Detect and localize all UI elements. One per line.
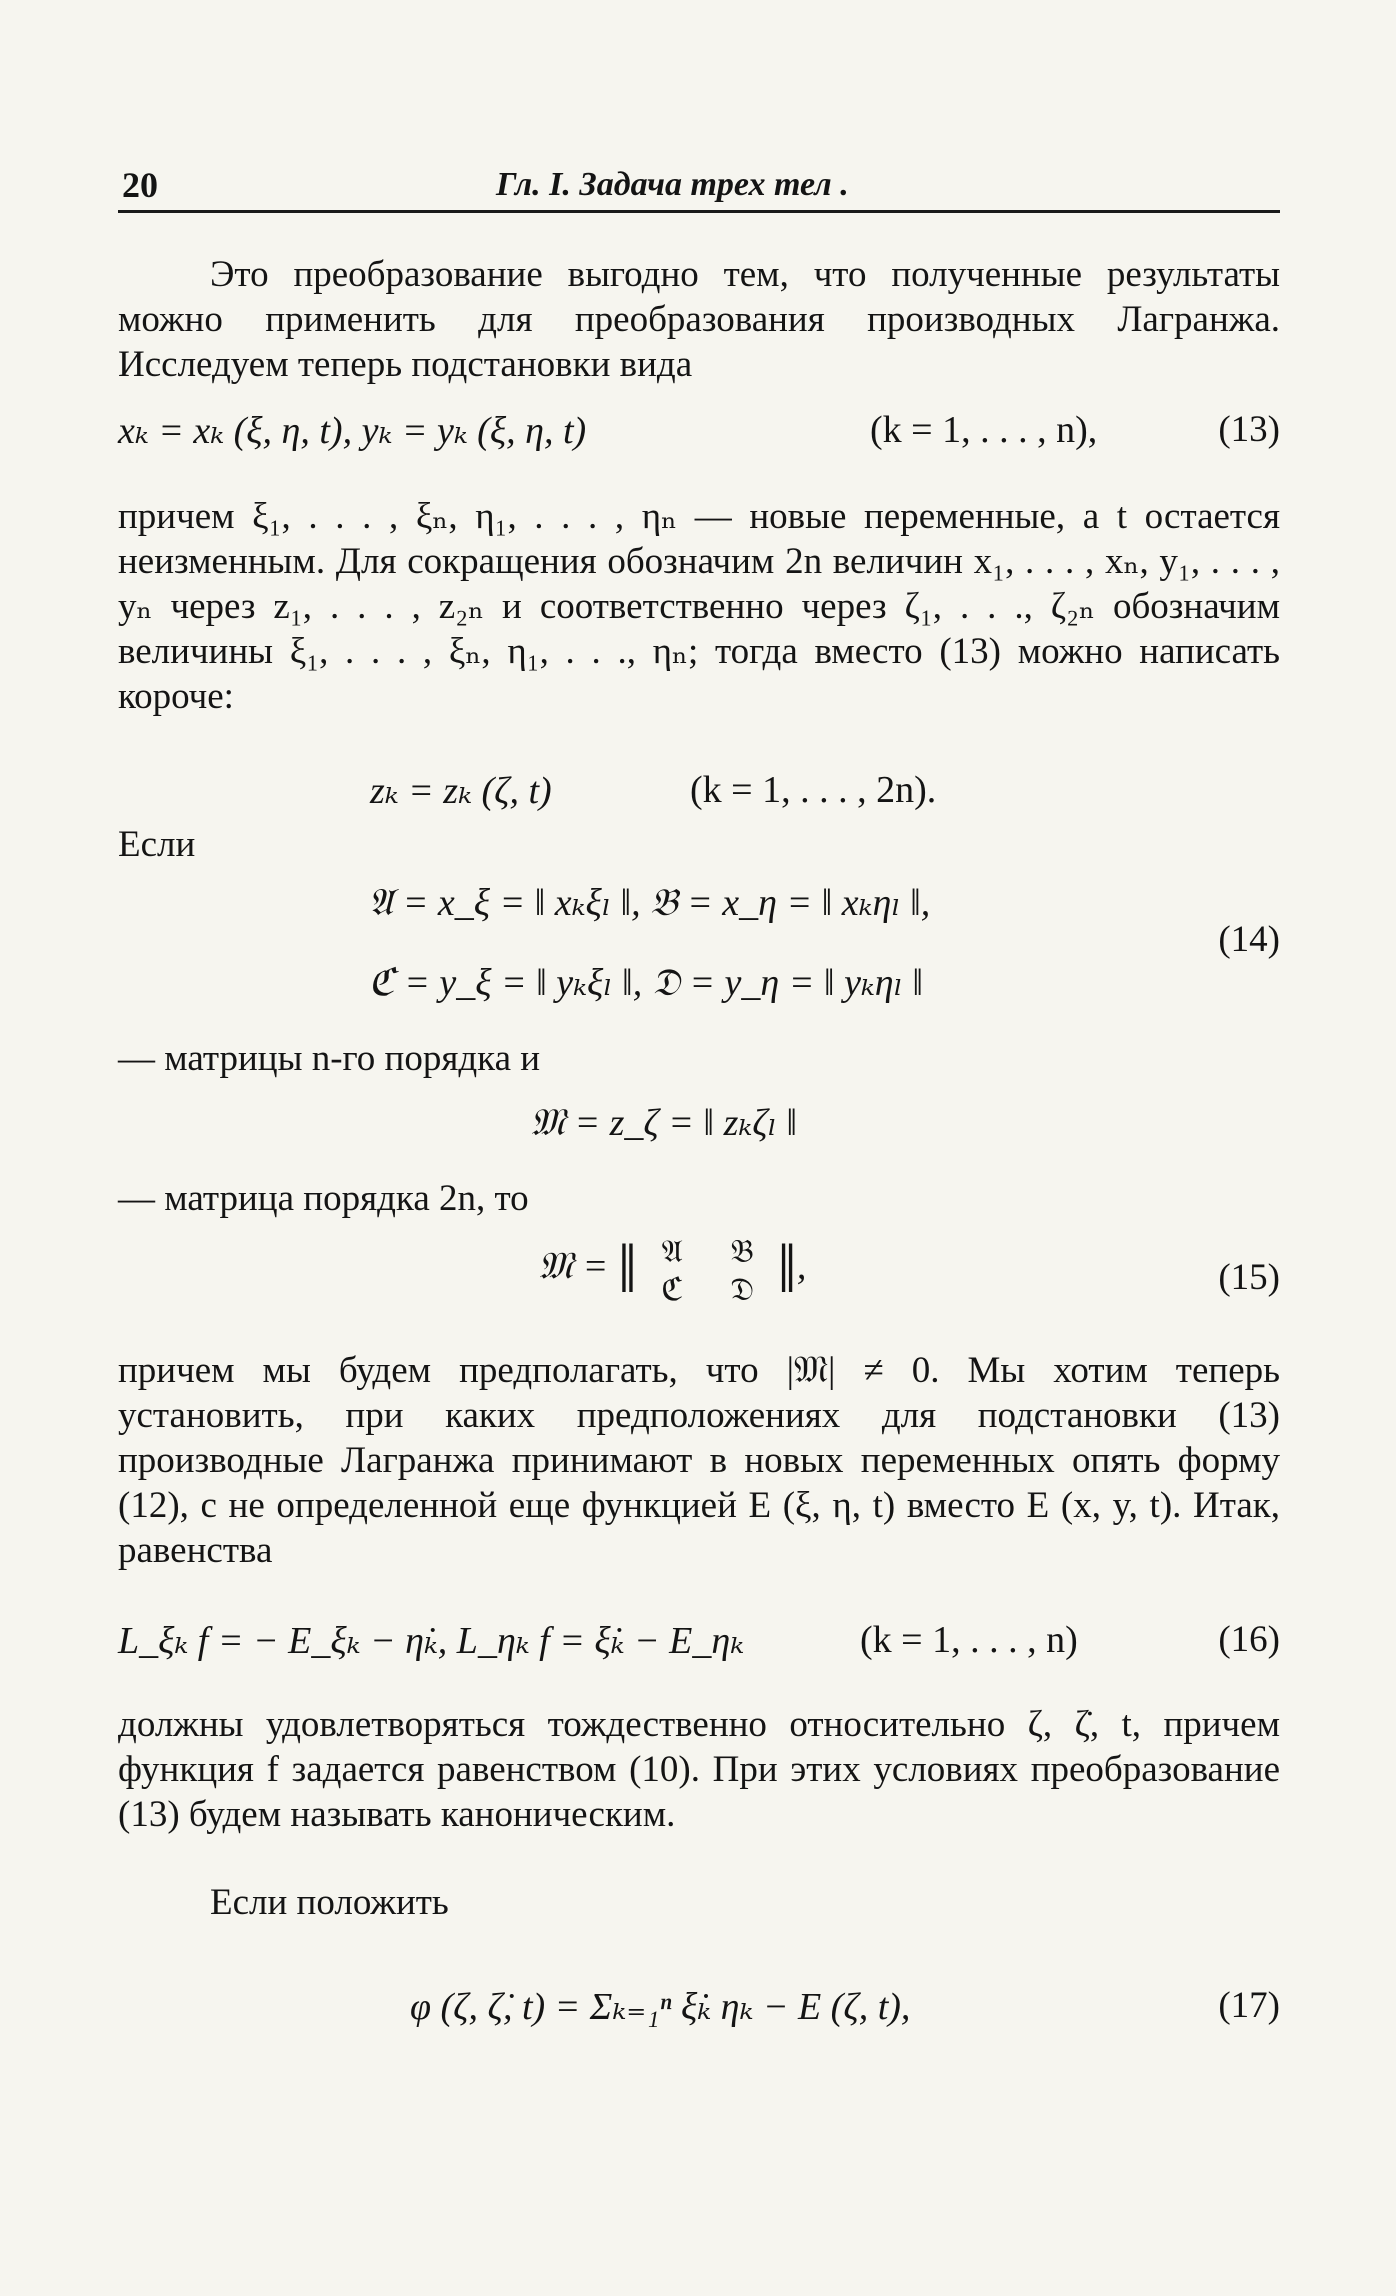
equation-13-number: (13) <box>1218 409 1280 450</box>
equation-17: φ (ζ, ζ̇, t) = Σₖ₌₁ⁿ ξ̇ₖ ηₖ − E (ζ, t), <box>410 1986 911 2028</box>
equation-14-number: (14) <box>1218 919 1280 960</box>
equation-17-number: (17) <box>1218 1985 1280 2026</box>
equation-15: 𝔐 = ‖ 𝔄 𝔅 ℭ 𝔇 ‖, <box>538 1231 807 1308</box>
matrix-cell-C: ℭ <box>661 1271 684 1307</box>
running-title: Гл. I. Задача трех тел . <box>496 166 849 203</box>
matrix-left-bars: ‖ <box>617 1231 638 1308</box>
equation-16: L_ξₖ f = − E_ξₖ − η̇ₖ, L_ηₖ f = ξ̇ₖ − E_ηₖ <box>118 1620 745 1662</box>
equation-16-range: (k = 1, . . . , n) <box>860 1619 1078 1661</box>
equation-14-line-2: ℭ = y_ξ = ‖ yₖξₗ ‖, 𝔇 = y_η = ‖ yₖηₗ ‖ <box>368 962 924 1004</box>
paragraph-8: Если положить <box>210 1882 449 1923</box>
page-number: 20 <box>122 165 158 205</box>
matrix-cell-A: 𝔄 <box>661 1233 683 1269</box>
paragraph-1: Это преобразование выгодно тем, что полученные результаты можно применить для преобразования производных Лагранжа. Исследуем теперь подстановки вида <box>118 254 1280 385</box>
block-matrix <box>637 1232 777 1308</box>
matrix-cell-D: 𝔇 <box>730 1271 755 1307</box>
equation-15-lhs: 𝔐 = <box>538 1245 609 1288</box>
equation-z-range: (k = 1, . . . , 2n). <box>690 769 937 811</box>
paragraph-5: — матрица порядка 2n, то <box>118 1178 529 1219</box>
paragraph-6: причем мы будем предполагать, что |𝔐| ≠ 0. Мы хотим теперь установить, при каких предположениях для подстановки (13) производные Лагранжа принимают в новых переменных опять форму (12), с не определенной еще функцией E (ξ, η, t) вместо E (x, y, t). Итак, равенства <box>118 1350 1280 1571</box>
equation-15-number: (15) <box>1218 1257 1280 1298</box>
paragraph-3: Если <box>118 824 196 865</box>
equation-13: xₖ = xₖ (ξ, η, t), yₖ = yₖ (ξ, η, t) <box>118 410 587 452</box>
paragraph-2: причем ξ₁, . . . , ξₙ, η₁, . . . , ηₙ — новые переменные, а t остается неизменным. Для сокращения обозначим 2n величин x₁, . . . , xₙ, y₁, . . . , yₙ через z₁, . . . , z₂ₙ и соответственно через ζ₁, . . ., ζ₂ₙ обозначим величины ξ₁, . . . , ξₙ, η₁, . . ., ηₙ; тогда вместо (13) можно написать короче: <box>118 496 1280 717</box>
matrix-right-bars: ‖ <box>777 1231 797 1308</box>
paragraph-7: должны удовлетворяться тождественно относительно ζ, ζ̇, t, причем функция f задается равенством (10). При этих условиях преобразование (13) будем называть каноническим. <box>118 1704 1280 1835</box>
equation-14-line-1: 𝔄 = x_ξ = ‖ xₖξₗ ‖, 𝔅 = x_η = ‖ xₖηₗ ‖, <box>368 882 931 924</box>
equation-z: zₖ = zₖ (ζ, t) <box>370 770 552 812</box>
equation-13-range: (k = 1, . . . , n), <box>870 409 1098 451</box>
matrix-cell-B: 𝔅 <box>730 1233 754 1269</box>
paragraph-4: — матрицы n-го порядка и <box>118 1038 541 1079</box>
page-header <box>118 160 1280 213</box>
equation-16-number: (16) <box>1218 1619 1280 1660</box>
equation-M: 𝔐 = z_ζ = ‖ zₖζₗ ‖ <box>530 1102 798 1144</box>
